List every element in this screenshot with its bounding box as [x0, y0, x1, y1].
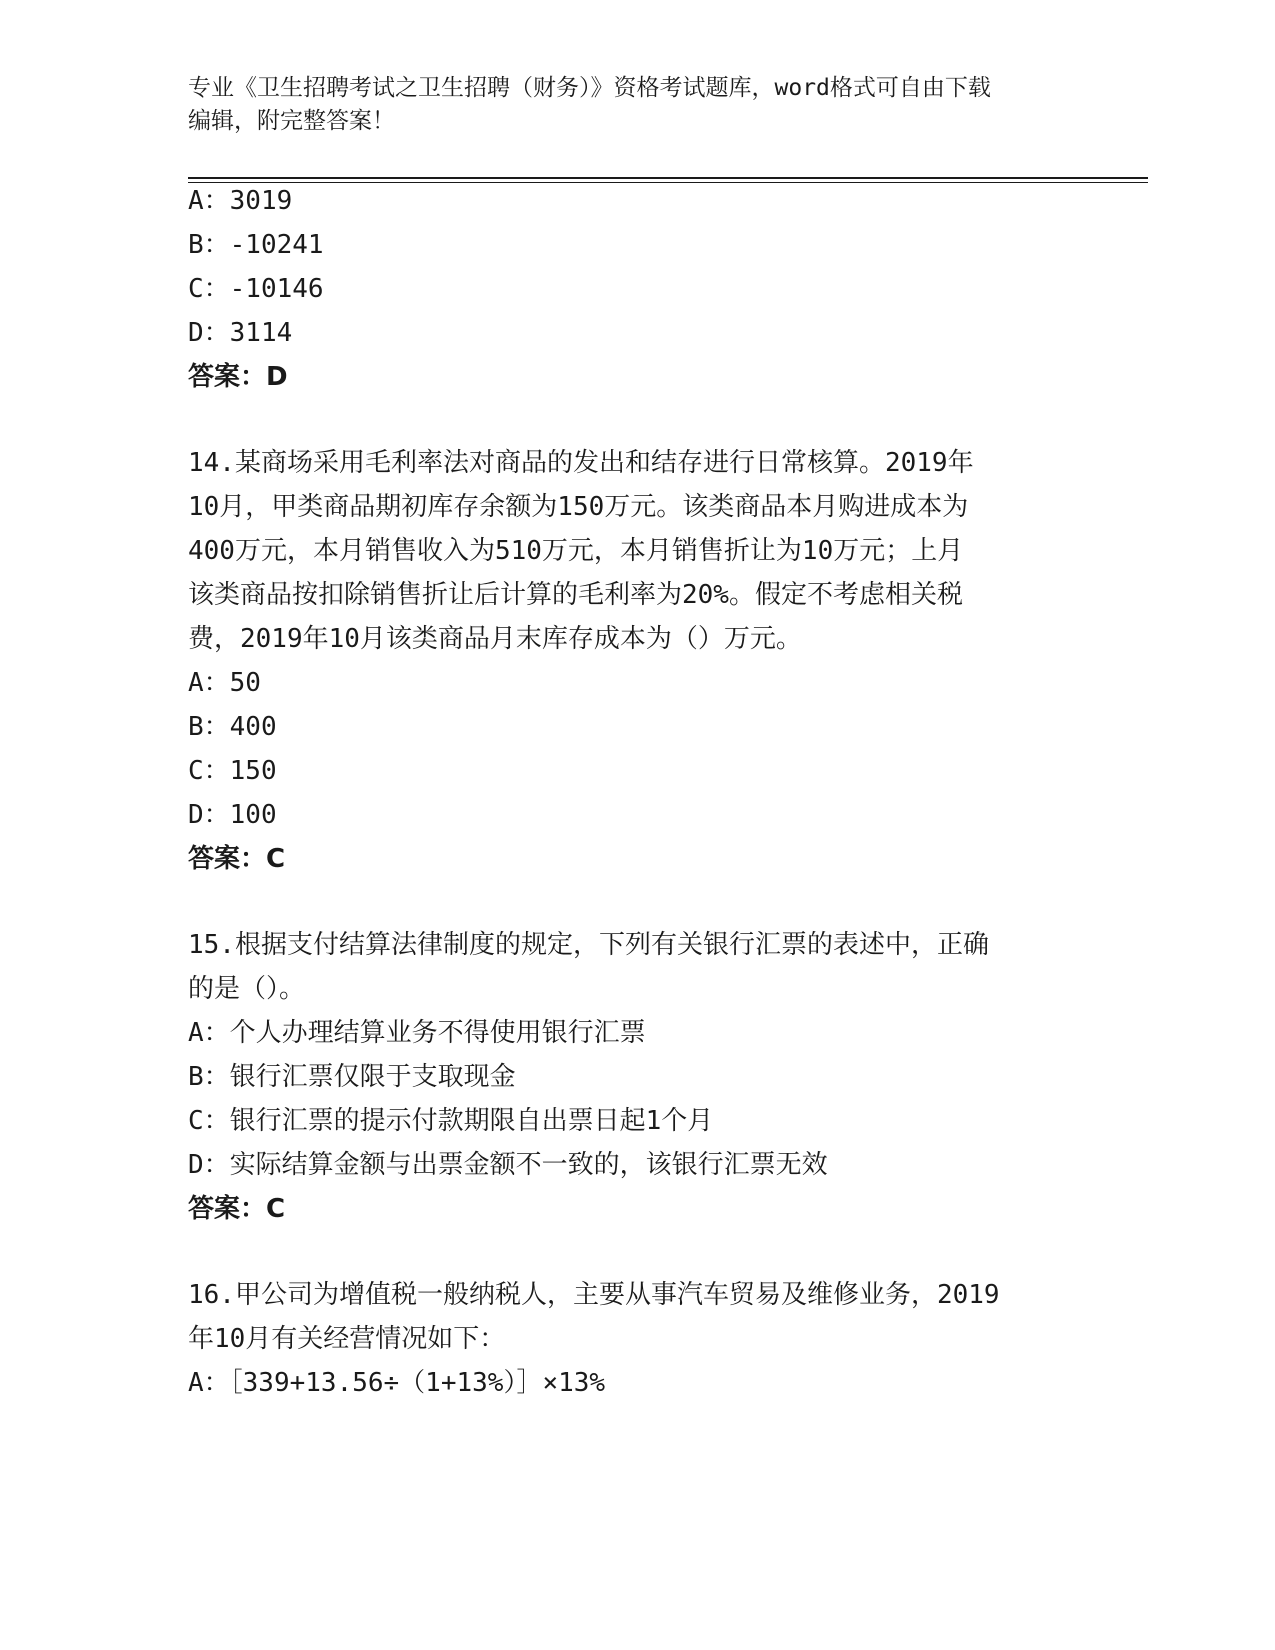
q14-stem-line-2: 10月，甲类商品期初库存余额为150万元。该类商品本月购进成本为 — [188, 492, 969, 522]
q14-option-b: B：400 — [188, 712, 277, 742]
q15-stem-line-1: 15.根据支付结算法律制度的规定，下列有关银行汇票的表述中，正确 — [188, 930, 989, 960]
q14-stem-line-4: 该类商品按扣除销售折让后计算的毛利率为20%。假定不考虑相关税 — [188, 580, 963, 610]
q13-option-c: C：-10146 — [188, 274, 324, 304]
q13-option-b: B：-10241 — [188, 230, 324, 260]
document-header — [188, 72, 1088, 138]
q14-option-c: C：150 — [188, 756, 277, 786]
q13-option-d: D：3114 — [188, 318, 293, 348]
q15-option-a: A：个人办理结算业务不得使用银行汇票 — [188, 1018, 646, 1048]
q15-option-b: B：银行汇票仅限于支取现金 — [188, 1062, 516, 1092]
q16-stem-line-1: 16.甲公司为增值税一般纳税人，主要从事汽车贸易及维修业务，2019 — [188, 1280, 1000, 1310]
q15-option-c: C：银行汇票的提示付款期限自出票日起1个月 — [188, 1106, 714, 1136]
q14-stem-line-3: 400万元，本月销售收入为510万元，本月销售折让为10万元；上月 — [188, 536, 964, 566]
q14-answer: 答案：C — [188, 844, 286, 874]
q15-option-d: D：实际结算金额与出票金额不一致的，该银行汇票无效 — [188, 1150, 828, 1180]
header-line-2: 编辑，附完整答案！ — [188, 108, 395, 134]
q14-option-d: D：100 — [188, 800, 277, 830]
header-divider-thin — [188, 182, 1148, 183]
header-line-1: 专业《卫生招聘考试之卫生招聘（财务）》资格考试题库，word格式可自由下载 — [188, 75, 991, 101]
q13-option-a: A：3019 — [188, 186, 293, 216]
q14-option-a: A：50 — [188, 668, 261, 698]
q15-stem-line-2: 的是（）。 — [188, 974, 306, 1004]
q13-answer: 答案：D — [188, 362, 288, 392]
header-divider — [188, 177, 1148, 179]
q14-stem-line-1: 14.某商场采用毛利率法对商品的发出和结存进行日常核算。2019年 — [188, 448, 974, 478]
q14-stem-line-5: 费，2019年10月该类商品月末库存成本为（）万元。 — [188, 624, 802, 654]
q16-option-a: A：［339+13.56÷（1+13%）］×13% — [188, 1368, 606, 1398]
q16-stem-line-2: 年10月有关经营情况如下： — [188, 1324, 506, 1354]
q15-answer: 答案：C — [188, 1194, 286, 1224]
